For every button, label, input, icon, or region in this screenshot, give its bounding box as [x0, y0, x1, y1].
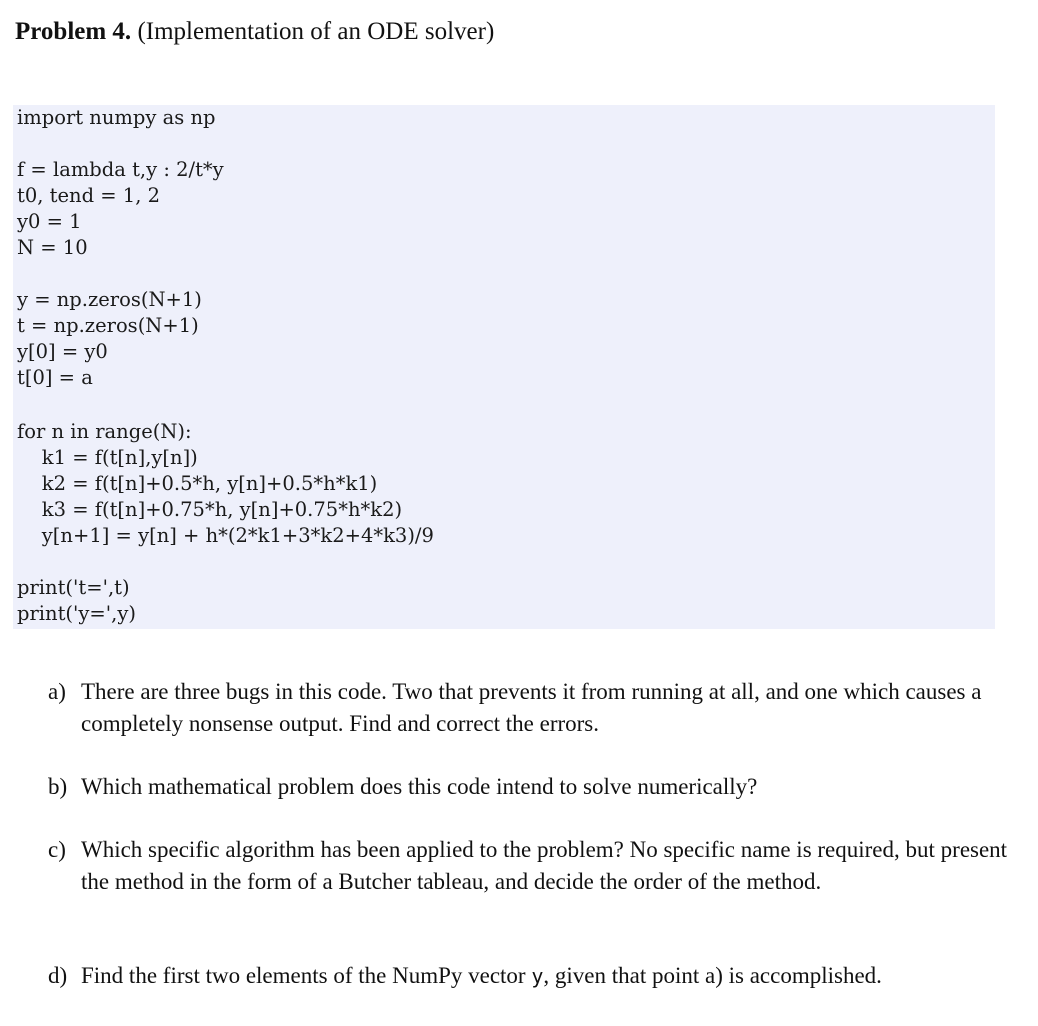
problem-label: Problem 4.: [15, 18, 132, 45]
code-line: y[n+1] = y[n] + h*(2*k1+3*k2+4*k3)/9: [17, 524, 434, 547]
question-text: Which mathematical problem does this code intend to solve numerically?: [81, 774, 758, 799]
question-text-after: , given that point a) is accomplished.: [543, 963, 882, 988]
problem-title: (Implementation of an ODE solver): [137, 18, 495, 45]
code-line: y = np.zeros(N+1): [17, 288, 202, 311]
inline-code-y: y: [531, 964, 544, 988]
question-text: There are three bugs in this code. Two that prevents it from running at all, and one which causes a completely nonsense output. Find and correct the errors.: [81, 679, 982, 736]
code-block: [13, 105, 995, 629]
code-line: for n in range(N):: [17, 420, 192, 443]
question-text: [81, 960, 1008, 993]
code-line: N = 10: [17, 236, 88, 259]
code-line: y[0] = y0: [17, 340, 108, 363]
code-line: print('y=',y): [17, 602, 136, 625]
code-line: f = lambda t,y : 2/t*y: [17, 158, 224, 181]
code-line: y0 = 1: [17, 210, 82, 233]
question-letter: d): [48, 963, 68, 988]
question-b: [48, 771, 1008, 803]
problem-heading: [15, 14, 494, 50]
question-text-before: Find the first two elements of the NumPy vector: [81, 963, 532, 988]
question-letter: c): [48, 837, 66, 862]
question-d: [48, 960, 1008, 993]
code-line: k2 = f(t[n]+0.5*h, y[n]+0.5*h*k1): [17, 472, 378, 495]
question-letter: a): [48, 679, 66, 704]
question-a: [48, 676, 1008, 739]
question-text: Which specific algorithm has been applied to the problem? No specific name is required, but present the method in the form of a Butcher tableau, and decide the order of the method.: [81, 837, 1008, 894]
question-letter: b): [48, 774, 68, 799]
question-c: [48, 834, 1008, 897]
code-line: print('t=',t): [17, 576, 130, 599]
code-line: t0, tend = 1, 2: [17, 184, 161, 207]
code-line: t = np.zeros(N+1): [17, 314, 199, 337]
code-line: import numpy as np: [17, 106, 216, 129]
code-line: k3 = f(t[n]+0.75*h, y[n]+0.75*h*k2): [17, 498, 403, 521]
code-line: t[0] = a: [17, 366, 93, 389]
code-line: k1 = f(t[n],y[n]): [17, 446, 198, 469]
